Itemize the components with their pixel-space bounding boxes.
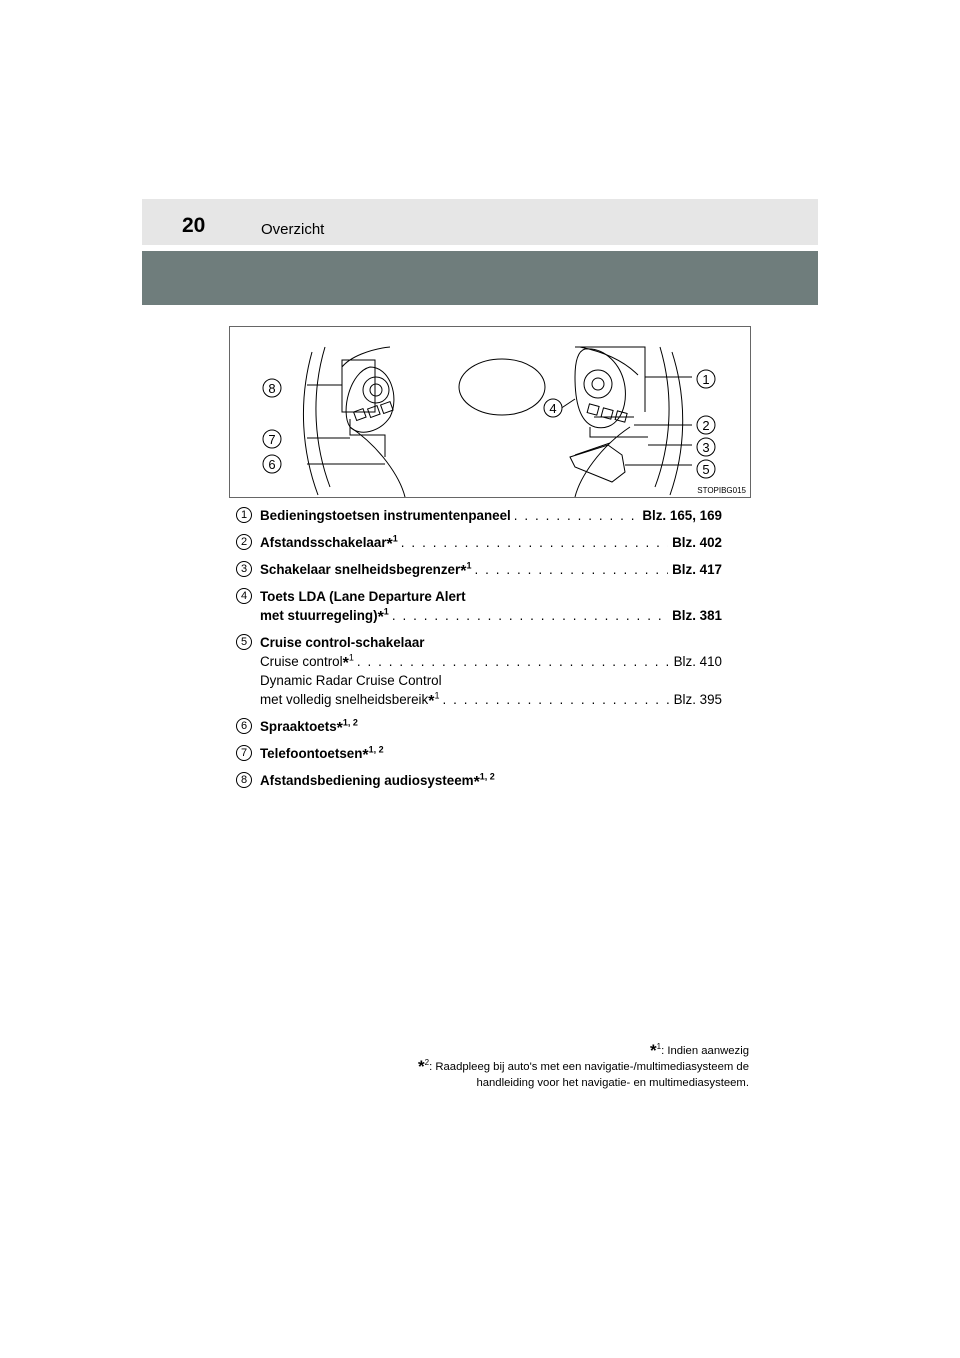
figure-code: STOPIBG015 xyxy=(697,486,746,495)
item-number: 7 xyxy=(236,745,252,761)
steering-wheel-figure xyxy=(229,326,751,498)
callout-6 xyxy=(263,455,281,473)
callout-5 xyxy=(697,460,715,478)
footnote-text: : Indien aanwezig xyxy=(661,1045,749,1057)
page-reference: Blz. 381 xyxy=(672,608,722,623)
footnote-mark: 1, 2 xyxy=(342,717,358,728)
list-item: 5 Cruise control-schakelaar Cruise control*$^1$ . . . Blz. 410 Dynamic Radar Cruise Control met volledig snelheidsbereik*$^1$ . . . Blz. 395 xyxy=(236,633,722,709)
list-item: 4 Toets LDA (Lane Departure Alert met stuurregeling)*$^1$ . . . Blz. 381 xyxy=(236,587,722,625)
page-reference: Blz. 395 xyxy=(673,692,722,707)
svg-text:4: 4 xyxy=(549,401,557,416)
item-label: Afstandsschakelaar xyxy=(260,535,387,550)
footnote-mark: 1 xyxy=(656,1042,662,1052)
list-item xyxy=(236,506,722,525)
callout-4 xyxy=(544,399,562,417)
item-label-cont: met stuurregeling) xyxy=(260,608,378,623)
sub-item-label: Dynamic Radar Cruise Control xyxy=(260,673,442,688)
footnote-mark: 2 xyxy=(424,1058,430,1068)
svg-text:3: 3 xyxy=(702,440,710,455)
list-item: 6 Spraaktoets*$^{1, 2}$ xyxy=(236,717,722,736)
legend-list xyxy=(236,506,722,798)
item-number: 3 xyxy=(236,561,252,577)
item-label: Spraaktoets xyxy=(260,719,337,734)
svg-text:6: 6 xyxy=(268,457,276,472)
footnote-text-cont: handleiding voor het navigatie- en multimediasysteem. xyxy=(476,1077,749,1089)
svg-text:8: 8 xyxy=(268,381,276,396)
item-label: Toets LDA (Lane Departure Alert xyxy=(260,589,466,604)
list-item: 3 Schakelaar snelheidsbegrenzer*$^1$ . . . Blz. 417 xyxy=(236,560,722,579)
item-number: 2 xyxy=(236,534,252,550)
item-label: Cruise control-schakelaar xyxy=(260,635,425,650)
item-number: 1 xyxy=(236,507,252,523)
footnote-mark: 1 xyxy=(383,606,389,617)
footnotes xyxy=(418,1043,749,1091)
list-item: 7 Telefoontoetsen*$^{1, 2}$ xyxy=(236,744,722,763)
item-label: Telefoontoetsen xyxy=(260,746,363,761)
header-bar xyxy=(142,199,818,245)
item-number: 5 xyxy=(236,634,252,650)
footnote-mark: 1 xyxy=(392,533,398,544)
footnote: *$^1$: Indien aanwezig xyxy=(649,1041,749,1060)
callout-8 xyxy=(263,379,281,397)
section-title: Overzicht xyxy=(261,221,325,238)
footnote-mark: 1 xyxy=(348,652,354,663)
steering-wheel-illustration xyxy=(230,327,750,497)
item-label: Bedieningstoetsen instrumentenpaneel xyxy=(260,508,511,523)
item-number: 8 xyxy=(236,772,252,788)
callout-3 xyxy=(697,438,715,456)
footnote-mark: 1, 2 xyxy=(368,744,384,755)
callout-7 xyxy=(263,430,281,448)
footnote-mark: 1 xyxy=(466,560,472,571)
footnote-mark: 1 xyxy=(434,690,440,701)
svg-text:1: 1 xyxy=(702,372,710,387)
svg-text:5: 5 xyxy=(702,462,710,477)
footnote-text: : Raadpleeg bij auto's met een navigatie-/multimediasysteem de xyxy=(429,1061,749,1073)
page-reference: Blz. 417 xyxy=(672,562,722,577)
sub-item-label-cont: met volledig snelheidsbereik xyxy=(260,692,429,707)
page-reference: Blz. 402 xyxy=(672,535,722,550)
list-item: 2 Afstandsschakelaar*$^1$ . . . Blz. 402 xyxy=(236,533,722,552)
item-number: 6 xyxy=(236,718,252,734)
item-label: Schakelaar snelheidsbegrenzer xyxy=(260,562,461,577)
page-number: 20 xyxy=(182,214,206,237)
callout-2 xyxy=(697,416,715,434)
sub-item-label: Cruise control xyxy=(260,654,343,669)
footnote-mark: 1, 2 xyxy=(479,771,495,782)
header-band xyxy=(142,251,818,305)
svg-text:7: 7 xyxy=(268,432,276,447)
page-reference: Blz. 165, 169 xyxy=(642,508,722,523)
page-reference: Blz. 410 xyxy=(673,654,722,669)
svg-text:2: 2 xyxy=(702,418,710,433)
callout-1 xyxy=(697,370,715,388)
footnote: *$^2$: Raadpleeg bij auto's met een navigatie-/multimediasysteem de xyxy=(418,1057,749,1076)
item-number: 4 xyxy=(236,588,252,604)
item-label: Afstandsbediening audiosysteem xyxy=(260,773,474,788)
list-item: 8 Afstandsbediening audiosysteem*$^{1, 2}$ xyxy=(236,771,722,790)
